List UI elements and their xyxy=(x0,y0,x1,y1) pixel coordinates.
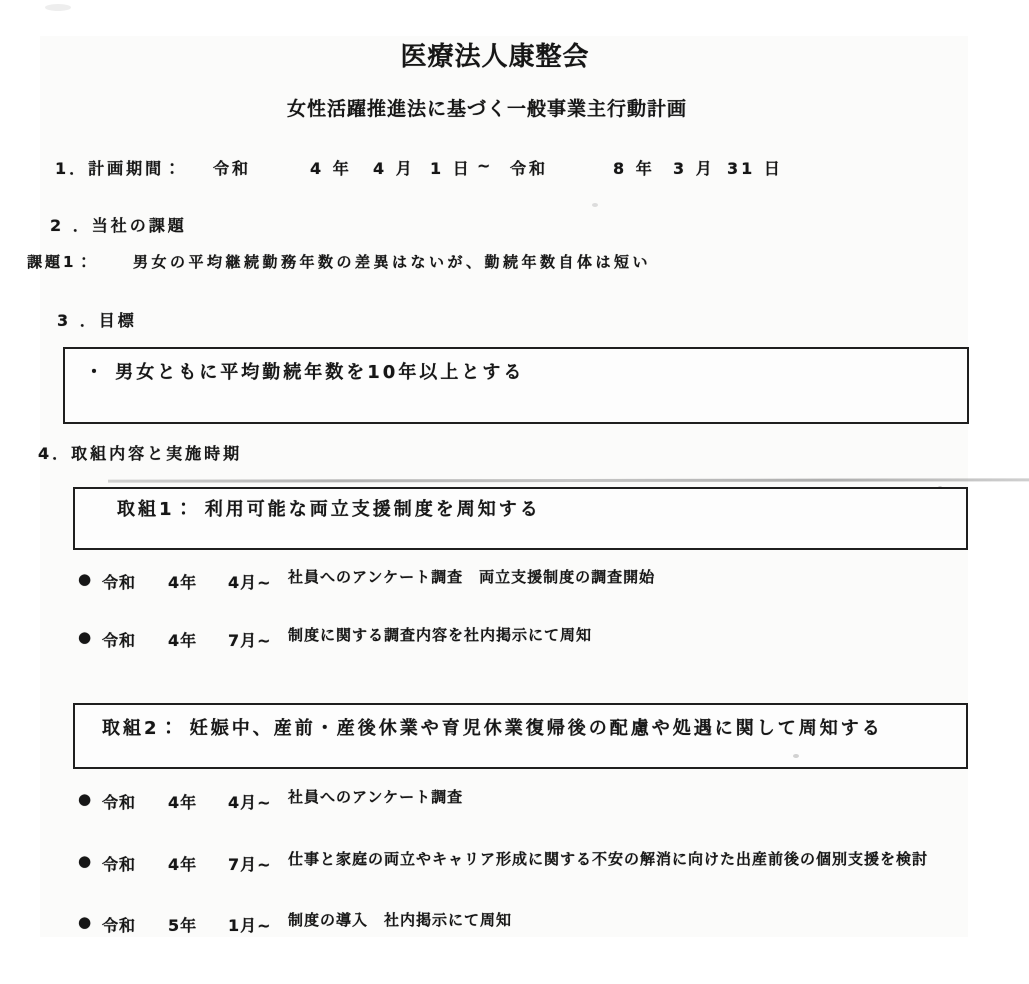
schedule-era: 令和 xyxy=(102,631,137,650)
initiative-1-title: 取組1： 利用可能な両立支援制度を周知する xyxy=(117,499,541,520)
plan-end-month: 3 月 xyxy=(673,159,715,178)
initiative-2-box xyxy=(73,703,968,769)
schedule-month: 4月~ xyxy=(228,573,272,592)
schedule-month: 7月~ xyxy=(228,855,272,874)
plan-start-year: 4 年 xyxy=(310,159,352,178)
scan-artifact-speck xyxy=(45,4,71,11)
schedule-row xyxy=(0,790,1029,812)
goal-text: ・ 男女ともに平均勤続年数を10年以上とする xyxy=(85,362,525,383)
schedule-era: 令和 xyxy=(102,793,137,812)
schedule-row xyxy=(0,852,1029,874)
plan-end-year: 8 年 xyxy=(613,159,655,178)
scan-artifact-speck xyxy=(592,203,598,207)
document-title: 医療法人康整会 xyxy=(400,42,590,72)
schedule-month: 4月~ xyxy=(228,793,272,812)
plan-period-row xyxy=(0,156,1029,178)
bullet-icon: ● xyxy=(78,852,93,870)
initiatives-heading: 4．取組内容と実施時期 xyxy=(38,444,243,463)
schedule-year: 4年 xyxy=(168,573,198,592)
goal-box xyxy=(63,347,969,424)
bullet-icon: ● xyxy=(78,790,93,808)
schedule-era: 令和 xyxy=(102,916,137,935)
schedule-row xyxy=(0,913,1029,935)
bullet-icon: ● xyxy=(78,913,93,931)
bullet-icon: ● xyxy=(78,628,93,646)
schedule-row xyxy=(0,628,1029,650)
goals-heading: 3 ．目標 xyxy=(57,311,137,330)
plan-start-month: 4 月 xyxy=(373,159,415,178)
initiative-1-box xyxy=(73,487,968,550)
plan-end-day: 31 日 xyxy=(727,159,783,178)
bullet-icon: ● xyxy=(78,570,93,588)
schedule-year: 4年 xyxy=(168,631,198,650)
issue-row xyxy=(0,251,1029,271)
plan-start-era: 令和 xyxy=(213,159,252,178)
issue-label: 課題1： xyxy=(27,253,95,271)
schedule-row xyxy=(0,570,1029,592)
schedule-description: 制度の導入 社内掲示にて周知 xyxy=(288,911,513,929)
issue-text: 男女の平均継続勤務年数の差異はないが、勤続年数自体は短い xyxy=(133,253,652,271)
schedule-year: 4年 xyxy=(168,855,198,874)
schedule-month: 1月~ xyxy=(228,916,272,935)
plan-start-day: 1 日 xyxy=(430,159,472,178)
scan-artifact-speck xyxy=(793,754,799,758)
schedule-description: 制度に関する調査内容を社内掲示にて周知 xyxy=(288,626,593,644)
schedule-description: 社員へのアンケート調査 両立支援制度の調査開始 xyxy=(288,568,656,586)
plan-period-label: 1．計画期間： xyxy=(55,159,184,178)
schedule-description: 社員へのアンケート調査 xyxy=(288,788,464,806)
schedule-era: 令和 xyxy=(102,573,137,592)
document-subtitle: 女性活躍推進法に基づく一般事業主行動計画 xyxy=(286,98,687,120)
schedule-description: 仕事と家庭の両立やキャリア形成に関する不安の解消に向けた出産前後の個別支援を検討 xyxy=(288,850,929,868)
plan-end-era: 令和 xyxy=(510,159,549,178)
initiative-2-title: 取組2： 妊娠中、産前・産後休業や育児休業復帰後の配慮や処遇に関して周知する xyxy=(102,718,883,739)
schedule-year: 5年 xyxy=(168,916,198,935)
schedule-year: 4年 xyxy=(168,793,198,812)
issues-heading: 2 ．当社の課題 xyxy=(50,216,187,235)
plan-range-separator: ~ xyxy=(477,156,494,175)
schedule-era: 令和 xyxy=(102,855,137,874)
schedule-month: 7月~ xyxy=(228,631,272,650)
